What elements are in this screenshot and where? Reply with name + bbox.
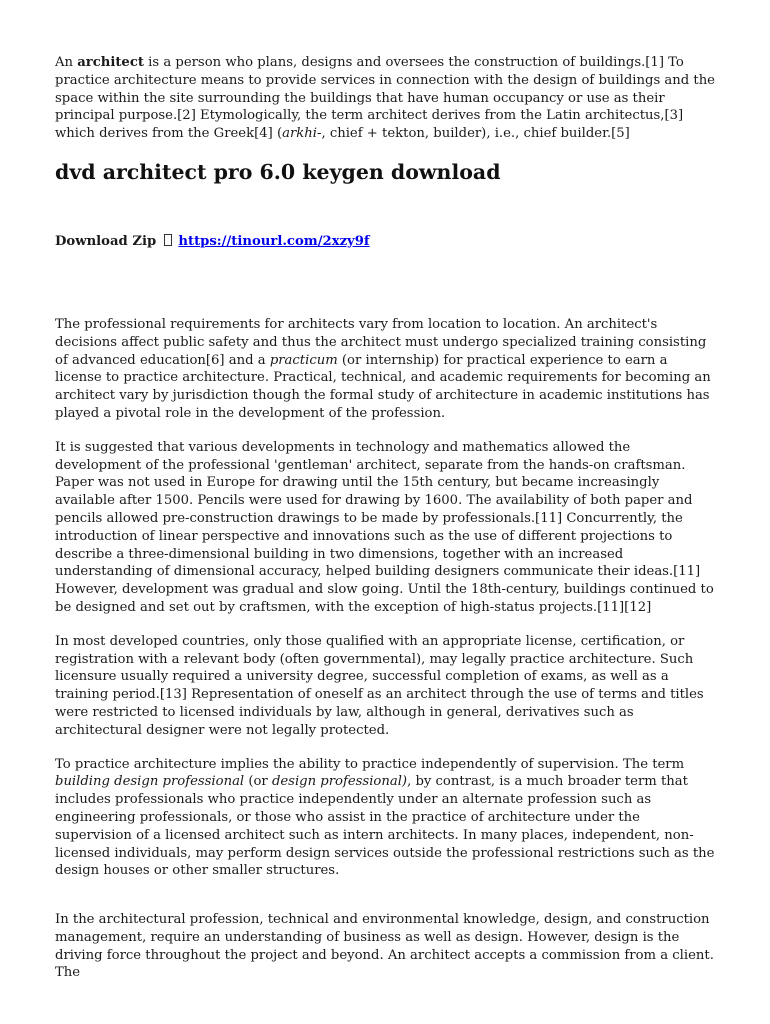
article-body — [55, 316, 717, 982]
paragraph-1-italic: practicum — [269, 352, 338, 368]
paragraph-3: In most developed countries, only those qualified with an appropriate license, certification, or registration with a relevant body (often governmental), may legally practice architecture. Such licensure usually required a university degree, successful completion of exams, as well as a training period.[13] Representation of oneself as an architect through the use of terms and titles were restricted to licensed individuals by law, although in general, derivatives such as architectural designer were not legally protected. — [55, 633, 704, 738]
intro-text-2: , chief + tekton, builder), i.e., chief builder.[5] — [321, 126, 630, 142]
paragraph-4-text-b: (or — [244, 774, 272, 790]
paragraph-1-text-a: The professional requirements for architects vary from location to location. An architect's decisions affect public safety and thus the architect must undergo specialized training consisting of advanced education[6] and a — [55, 316, 707, 368]
paragraph-1-text-b: (or internship) for practical experience to earn a license to practice architecture. Practical, technical, and academic requirements for becoming an architect vary by jurisdiction though the formal study of architecture in academic institutions has played a pivotal role in the development of the profession. — [55, 352, 711, 421]
box-glyph-icon — [164, 234, 172, 246]
intro-text-1: is a person who plans, designs and oversees the construction of buildings.[1] To practice architecture means to provide services in connection with the design of buildings and the space within the site surrounding the buildings that have human occupancy or use as their principal purpose.[2] Etymologically, the term architect derives from the Latin architectus,[3] which derives from the Greek[4] ( — [55, 55, 715, 142]
download-line — [55, 233, 717, 251]
download-label: Download Zip — [55, 233, 157, 249]
paragraph-5: In the architectural profession, technical and environmental knowledge, design, and construction management, require an understanding of business as well as design. However, design is the driving force throughout the project and beyond. An architect accepts a commission from a client. The — [55, 912, 714, 981]
paragraph-4-text-a: To practice architecture implies the ability to practice independently of supervision. The term — [55, 756, 685, 772]
paragraph-4-italic-1: building design professional — [55, 774, 245, 790]
paragraph-4-text-c: , by contrast, is a much broader term that includes professionals who practice independently under an alternate profession such as engineering professionals, or those who assist in the practice of architecture under the supervision of a licensed architect such as intern architects. In many places, independent, non-licensed individuals, may perform design services outside the professional restrictions such as the design houses or other smaller structures. — [55, 774, 715, 879]
paragraph-4 — [55, 756, 717, 881]
intro-paragraph — [55, 54, 717, 143]
intro-italic-term: arkhi- — [282, 126, 322, 142]
intro-prefix: An — [55, 55, 78, 70]
paragraph-2: It is suggested that various developments in technology and mathematics allowed the development of the professional 'gentleman' architect, separate from the hands-on craftsman. Paper was not used in Europe for drawing until the 15th century, but became increasingly available after 1500. Pencils were used for drawing by 1600. The availability of both paper and pencils allowed pre-construction drawings to be made by professionals.[11] Concurrently, the introduction of linear perspective and innovations such as the use of different projections to describe a three-dimensional building in two dimensions, together with an increased understanding of dimensional accuracy, helped building designers communicate their ideas.[11] However, development was gradual and slow going. Until the 18th-century, buildings continued to be designed and set out by craftsmen, with the exception of high-status projects.[11][12] — [55, 439, 714, 615]
paragraph-4-italic-2: design professional) — [271, 774, 408, 790]
document-page — [55, 54, 717, 982]
paragraph-1 — [55, 316, 717, 423]
page-title: dvd architect pro 6.0 keygen download — [55, 159, 501, 184]
download-link[interactable]: https://tinourl.com/2xzy9f — [178, 233, 370, 249]
intro-bold-term: architect — [77, 55, 144, 70]
